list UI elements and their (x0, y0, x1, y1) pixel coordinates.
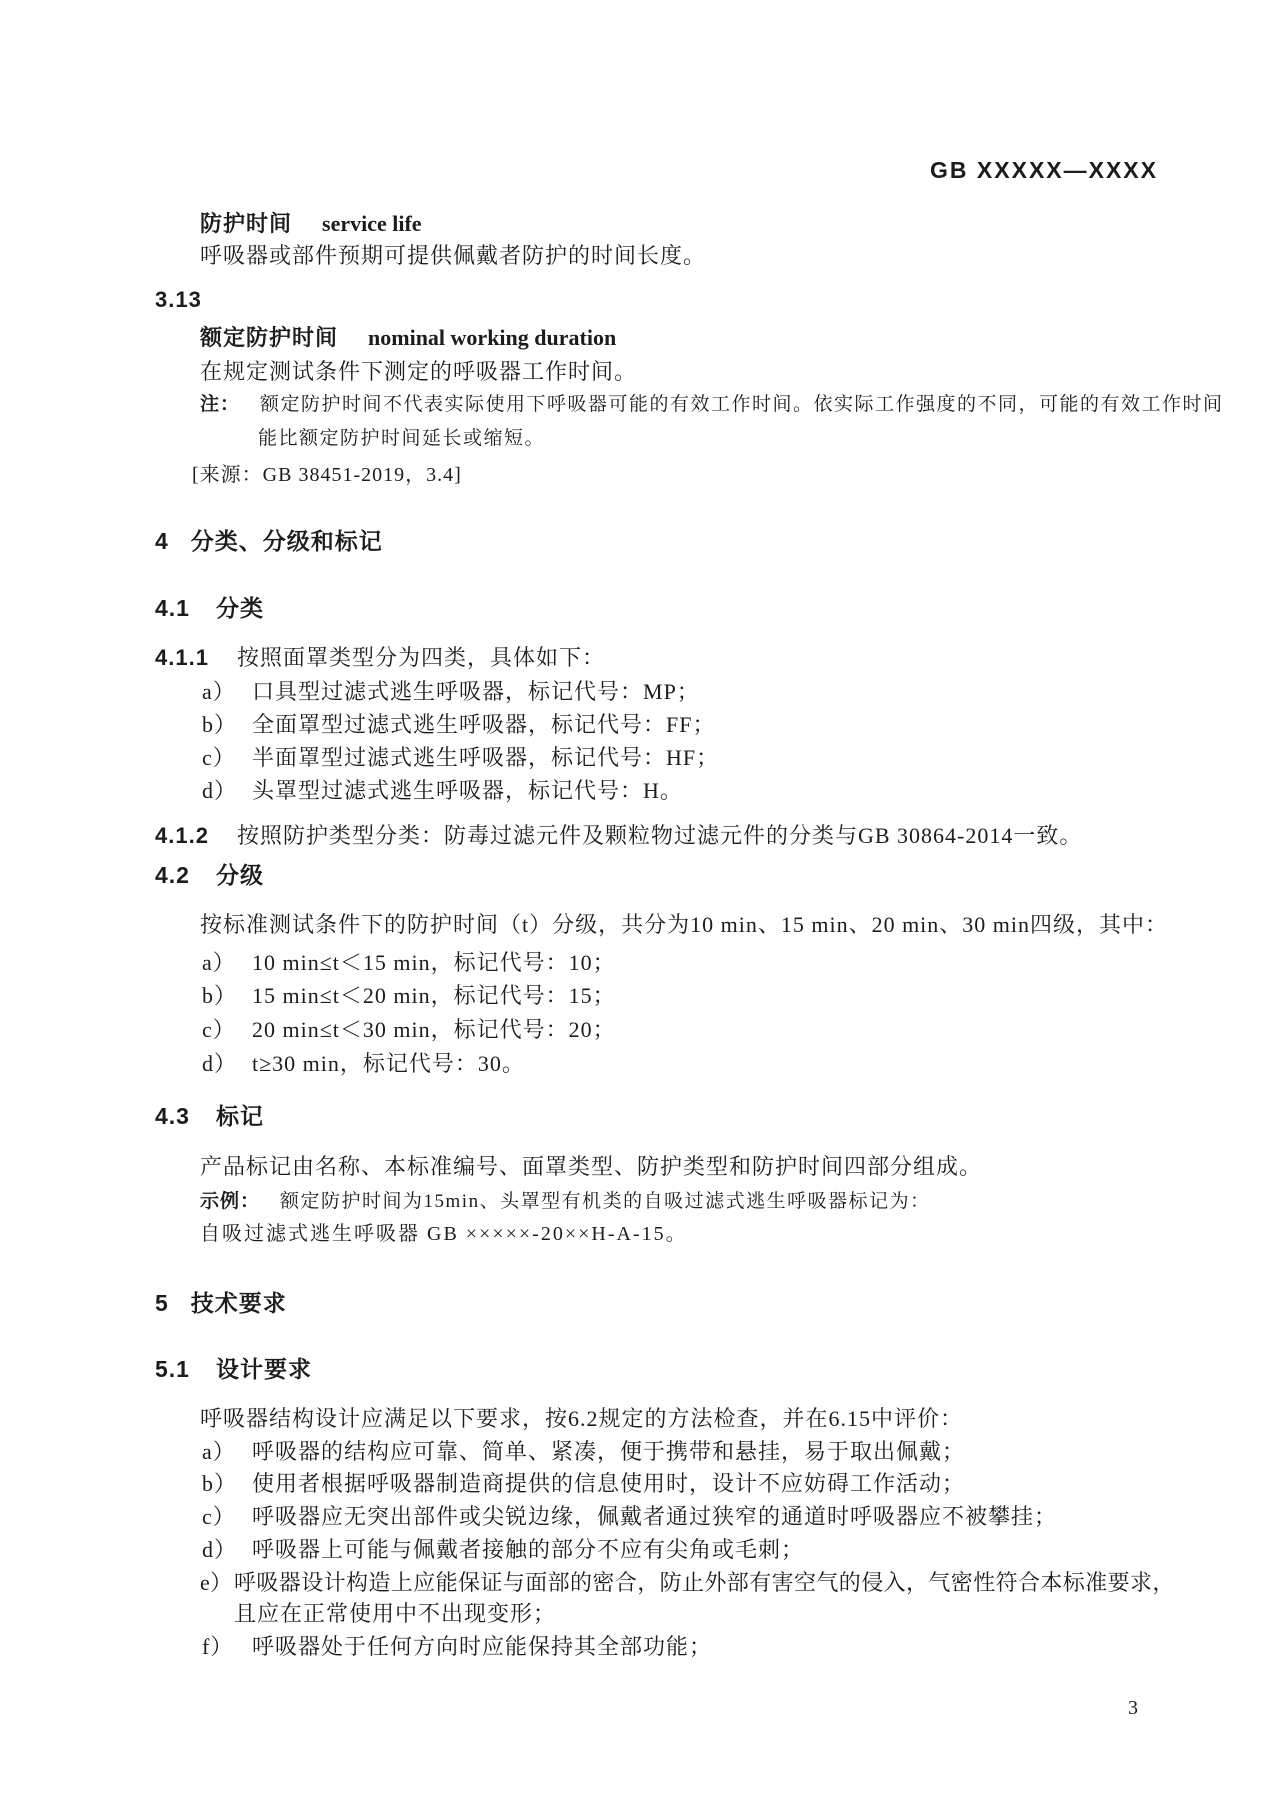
list-item-label: d） (202, 1051, 238, 1076)
list-item (202, 1634, 712, 1660)
clause-number: 5.1 (155, 1356, 190, 1382)
list-item-label: d） (202, 778, 238, 803)
list-item-label: b） (202, 712, 238, 737)
term-title-zh: 防护时间 (200, 211, 293, 236)
note-text: 额定防护时间不代表实际使用下呼吸器可能的有效工作时间。依实际工作强度的不同，可能的有效工作时间 (260, 394, 1224, 415)
clause-number: 4.1 (155, 595, 190, 621)
paragraph-text: 按照面罩类型分为四类，具体如下： (236, 645, 605, 670)
example-text: 额定防护时间为15min、头罩型有机类的自吸过滤式逃生呼吸器标记为： (280, 1191, 931, 1212)
list-item (202, 1504, 1057, 1530)
list-item (202, 1439, 965, 1465)
clause-number: 4 (155, 528, 169, 554)
example-label: 示例： (200, 1191, 261, 1212)
list-item-label: b） (202, 1471, 238, 1496)
example-designation-line: 自吸过滤式逃生呼吸器 GB ×××××-20××H-A-15。 (200, 1223, 688, 1245)
list-item-text: 头罩型过滤式逃生呼吸器，标记代号：H。 (252, 778, 683, 803)
term-note-line-2: 能比额定防护时间延长或缩短。 (258, 428, 546, 449)
list-item-text: 15 min≤t＜20 min，标记代号：15； (252, 983, 616, 1008)
list-item-label: c） (202, 745, 236, 770)
example-line (200, 1191, 931, 1213)
list-item-label: e） (200, 1570, 233, 1595)
list-item (202, 983, 616, 1009)
paragraph-4-1-1 (155, 645, 605, 671)
list-item-text: t≥30 min，标记代号：30。 (252, 1051, 525, 1076)
list-item-text: 呼吸器设计构造上应能保证与面部的密合，防止外部有害空气的侵入，气密性符合本标准要求， (234, 1570, 1175, 1595)
clause-number: 4.3 (155, 1103, 190, 1129)
list-item-text: 呼吸器的结构应可靠、简单、紧凑，便于携带和悬挂，易于取出佩戴； (252, 1439, 966, 1464)
list-item-label: a） (202, 679, 236, 704)
note-label: 注： (200, 394, 241, 415)
clause-4-2-intro: 按标准测试条件下的防护时间（t）分级，共分为10 min、15 min、20 min、30 min四级，其中： (200, 912, 1169, 937)
clause-5-1-heading (155, 1356, 312, 1383)
list-item (202, 778, 683, 804)
list-item-text: 呼吸器处于任何方向时应能保持其全部功能； (252, 1634, 713, 1659)
clause-title: 分类、分级和标记 (190, 528, 383, 554)
list-item-text: 20 min≤t＜30 min，标记代号：20； (252, 1017, 616, 1042)
list-item-label: d） (202, 1537, 238, 1562)
list-item-text: 半面罩型过滤式逃生呼吸器，标记代号：HF； (252, 745, 720, 770)
list-item-label: a） (202, 950, 236, 975)
list-item (200, 1570, 1175, 1596)
term-note-line-1 (200, 394, 1224, 416)
list-item-text: 10 min≤t＜15 min，标记代号：10； (252, 950, 616, 975)
term-definition: 在规定测试条件下测定的呼吸器工作时间。 (200, 359, 638, 384)
paragraph-text: 按照防护类型分类：防毒过滤元件及颗粒物过滤元件的分类与GB 30864-2014一致。 (236, 823, 1083, 848)
clause-title: 技术要求 (190, 1290, 287, 1316)
clause-4-3-heading (155, 1103, 264, 1130)
list-item (202, 679, 700, 705)
clause-4-1-heading (155, 595, 264, 622)
list-item (202, 1471, 965, 1497)
list-item (202, 745, 719, 771)
list-item-label: c） (202, 1504, 236, 1529)
list-item-text: 使用者根据呼吸器制造商提供的信息使用时，设计不应妨碍工作活动； (252, 1471, 966, 1496)
clause-number: 4.2 (155, 862, 190, 888)
term-title-en: nominal working duration (368, 325, 617, 350)
list-item-text: 呼吸器应无突出部件或尖锐边缘，佩戴者通过狭窄的通道时呼吸器应不被攀挂； (252, 1504, 1058, 1529)
list-item (202, 712, 715, 738)
list-item (202, 950, 616, 976)
list-item-label: b） (202, 983, 238, 1008)
clause-title: 设计要求 (215, 1356, 312, 1382)
document-header: GB XXXXX—XXXX (930, 157, 1158, 183)
clause-4-2-heading (155, 862, 264, 889)
clause-4-heading (155, 528, 383, 555)
clause-title: 分类 (215, 595, 264, 621)
clause-title: 标记 (215, 1103, 264, 1129)
term-number: 3.13 (155, 287, 202, 312)
clause-5-1-intro: 呼吸器结构设计应满足以下要求，按6.2规定的方法检查，并在6.15中评价： (200, 1406, 964, 1431)
clause-5-heading (155, 1290, 287, 1317)
term-title-service-life (200, 211, 422, 237)
list-item-text: 全面罩型过滤式逃生呼吸器，标记代号：FF； (252, 712, 716, 737)
paragraph-4-1-2 (155, 823, 1082, 849)
page-number: 3 (1128, 1697, 1138, 1719)
paragraph-number: 4.1.1 (155, 645, 209, 670)
list-item (202, 1537, 804, 1563)
paragraph-number: 4.1.2 (155, 823, 209, 848)
term-source-line: [来源：GB 38451-2019，3.4] (192, 464, 462, 486)
term-title-en: service life (322, 211, 422, 236)
list-item-text: 呼吸器上可能与佩戴者接触的部分不应有尖角或毛刺； (252, 1537, 805, 1562)
list-item-text: 口具型过滤式逃生呼吸器，标记代号：MP； (252, 679, 700, 704)
list-item-label: f） (202, 1634, 234, 1659)
term-title-zh: 额定防护时间 (200, 325, 339, 350)
clause-4-3-intro: 产品标记由名称、本标准编号、面罩类型、防护类型和防护时间四部分组成。 (200, 1154, 983, 1179)
term-definition: 呼吸器或部件预期可提供佩戴者防护的时间长度。 (200, 243, 707, 268)
list-item-label: a） (202, 1439, 236, 1464)
clause-title: 分级 (215, 862, 264, 888)
list-item (202, 1051, 525, 1077)
clause-number: 5 (155, 1290, 169, 1316)
term-title-nominal-working-duration (200, 325, 616, 351)
list-item (202, 1017, 616, 1043)
list-item-label: c） (202, 1017, 236, 1042)
list-item-continuation: 且应在正常使用中不出现变形； (234, 1601, 557, 1626)
